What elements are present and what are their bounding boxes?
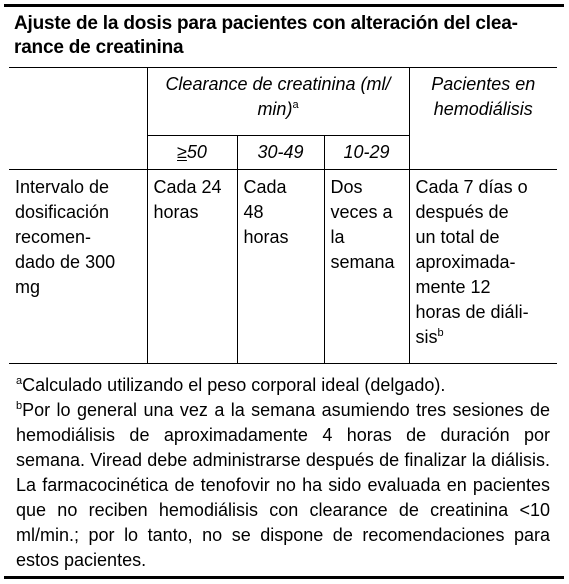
clearance-header-line-2: min)$^a$ bbox=[257, 99, 299, 119]
bottom-rule bbox=[4, 576, 564, 579]
hemodialysis-header-line-1: Pacientes en bbox=[431, 74, 536, 94]
table-title bbox=[14, 12, 554, 60]
footnote-a: $^a$Calculado utilizando el peso corporal ideal (delgado). bbox=[16, 375, 446, 395]
subcolumn-10-29: 10-29 bbox=[324, 136, 409, 170]
subcolumn-30-49: 30-49 bbox=[237, 136, 324, 170]
empty-corner-cell bbox=[9, 68, 147, 170]
header-row bbox=[9, 68, 557, 136]
dosing-row bbox=[9, 170, 557, 364]
cell-10-29: Dos veces a la semana bbox=[324, 170, 409, 364]
clearance-header bbox=[147, 68, 409, 136]
title-line-2: rance de creatinina bbox=[14, 37, 184, 58]
cell-30-49: Cada 48 horas bbox=[237, 170, 324, 364]
cell-hemodialysis: Cada 7 días o después de un total de aproximada- mente 12 horas de diáli- sis$^b$ bbox=[409, 170, 557, 364]
hemodialysis-header bbox=[409, 68, 557, 170]
top-rule bbox=[4, 4, 564, 7]
dose-adjustment-table bbox=[9, 67, 557, 364]
row-label: Intervalo de dosificación recomen- dado de 300 mg bbox=[9, 170, 147, 364]
footnotes bbox=[16, 373, 550, 573]
footnote-b: $^b$Por lo general una vez a la semana asumiendo tres sesiones de hemodiálisis de aproximadamente 4 horas de duración por semana. Viread debe administrarse después de finalizar la diálisis. La farmacocinética de tenofovir no ha sido evaluada en pacientes que no reciben hemodiálisis con clearance de creatinina <10 ml/min.; por lo tanto, no se dispone de recomendaciones para estos pacientes. bbox=[16, 400, 550, 570]
footnote-mark-b: b bbox=[437, 327, 444, 339]
title-line-1: Ajuste de la dosis para pacientes con alteración del clea- bbox=[14, 13, 518, 34]
footnote-mark-a: a bbox=[292, 99, 299, 111]
cell-ge50: Cada 24 horas bbox=[147, 170, 237, 364]
clearance-header-line-1: Clearance de creatinina (ml/ bbox=[165, 74, 391, 94]
hemodialysis-header-line-2: hemodiálisis bbox=[433, 99, 533, 119]
subcolumn-ge50: ≥50 bbox=[147, 136, 237, 170]
